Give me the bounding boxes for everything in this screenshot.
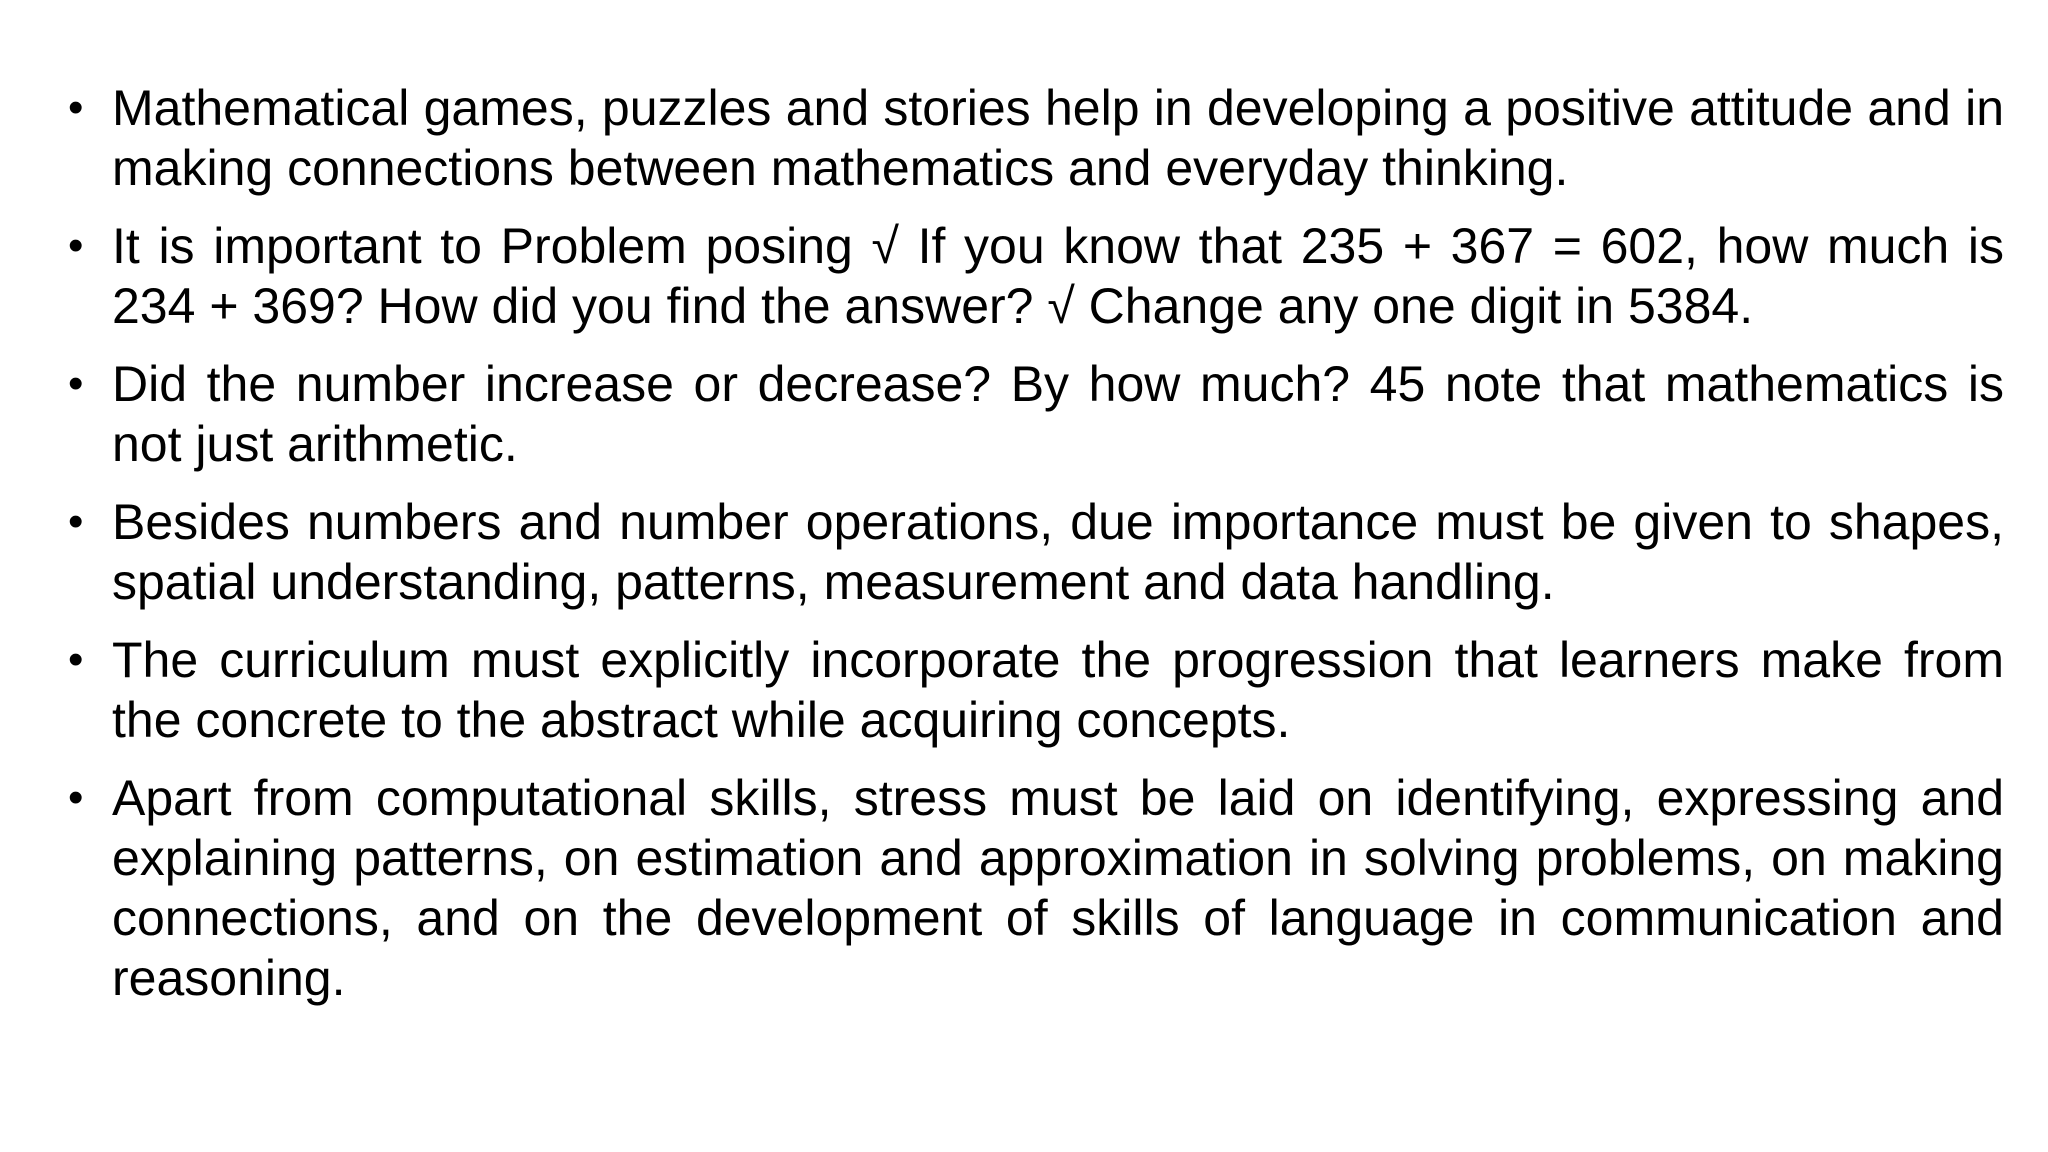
list-item: [68, 216, 2004, 336]
bullet-text: Did the number increase or decrease? By how much? 45 note that mathematics is not just arithmetic.: [112, 356, 2004, 472]
bullet-text: It is important to Problem posing √ If you know that 235 + 367 = 602, how much is 234 + 369? How did you find the answer? √ Change any one digit in 5384.: [112, 218, 2004, 334]
bullet-text: Besides numbers and number operations, due importance must be given to shapes, spatial understanding, patterns, measurement and data handling.: [112, 494, 2004, 610]
list-item: [68, 630, 2004, 750]
bullet-icon: •: [68, 773, 84, 822]
list-item: [68, 354, 2004, 474]
bullet-icon: •: [68, 221, 84, 270]
bullet-icon: •: [68, 83, 84, 132]
bullet-text: The curriculum must explicitly incorporate the progression that learners make from the concrete to the abstract while acquiring concepts.: [112, 632, 2004, 748]
bullet-icon: •: [68, 635, 84, 684]
list-item: [68, 768, 2004, 1008]
bullet-icon: •: [68, 497, 84, 546]
bullet-icon: •: [68, 359, 84, 408]
bullet-list: [68, 78, 2004, 1026]
bullet-text: Mathematical games, puzzles and stories help in developing a positive attitude and in making connections between mathematics and everyday thinking.: [112, 80, 2004, 196]
bullet-text: Apart from computational skills, stress must be laid on identifying, expressing and explaining patterns, on estimation and approximation in solving problems, on making connections, and on the development of skills of language in communication and reasoning.: [112, 770, 2004, 1006]
list-item: [68, 492, 2004, 612]
list-item: [68, 78, 2004, 198]
